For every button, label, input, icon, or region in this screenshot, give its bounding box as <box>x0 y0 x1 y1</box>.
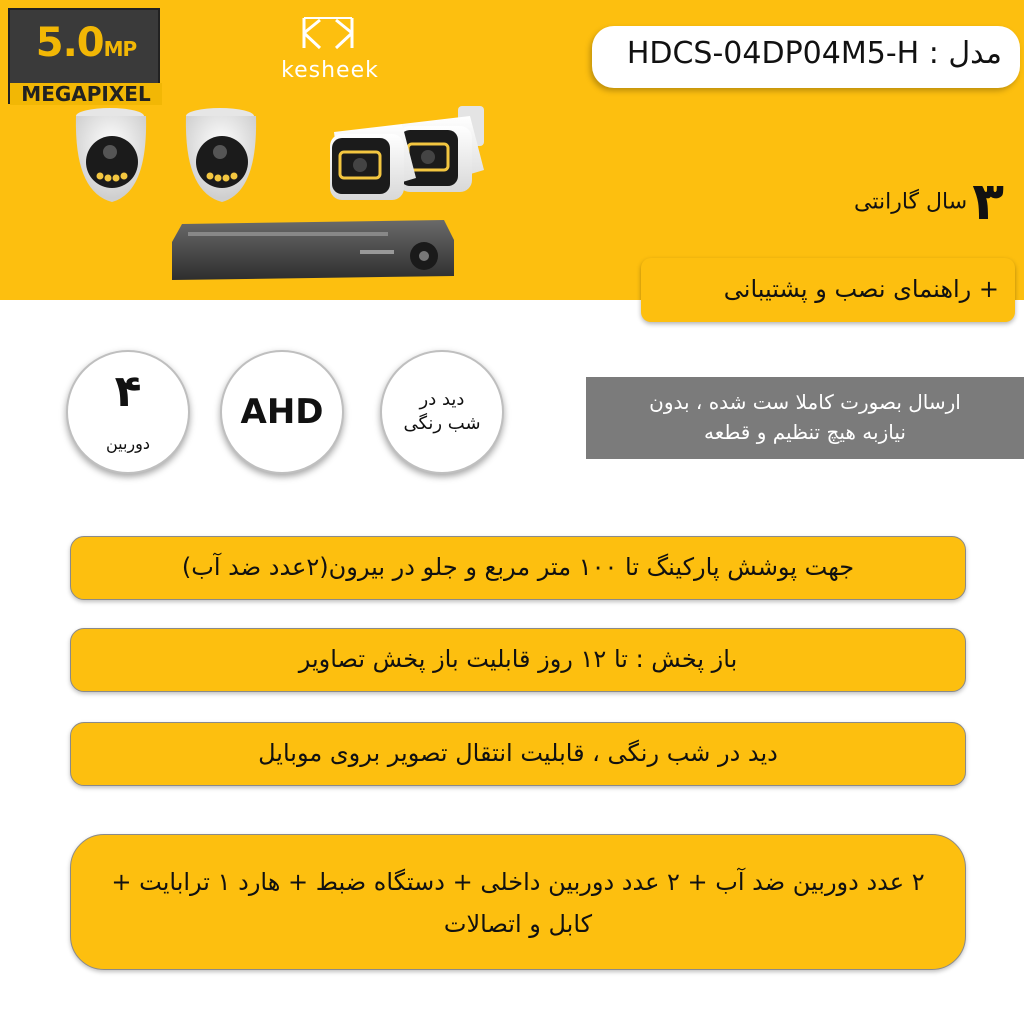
megapixel-text: MEGAPIXEL <box>10 83 162 105</box>
night-vision-circle <box>380 350 504 474</box>
delivery-line-1: ارسال بصورت کاملا ست شده ، بدون <box>649 390 961 414</box>
warranty-label: سال گارانتی <box>854 189 968 215</box>
kesheek-logo-icon <box>298 14 358 54</box>
model-box <box>592 26 1020 88</box>
support-box <box>641 258 1015 322</box>
pill-text: جهت پوشش پارکینگ تا ۱۰۰ متر مربع و جلو در بیرون(۲عدد ضد آب) <box>181 553 855 581</box>
megapixel-unit: MP <box>103 37 137 61</box>
night-line-1: دید در <box>419 389 465 410</box>
dvr-recorder-icon <box>172 220 454 280</box>
feature-pill-coverage <box>70 536 966 600</box>
dome-camera-icon <box>186 108 256 202</box>
pill-text: ۲ عدد دوربین ضد آب + ۲ عدد دوربین داخلی + دستگاه ضبط + هارد ۱ ترابایت + کابل و اتصالات <box>111 868 925 938</box>
delivery-line-2: نیازبه هیچ تنظیم و قطعه <box>704 420 906 444</box>
warranty <box>854 172 1004 232</box>
warranty-number: ۳ <box>972 172 1004 232</box>
pill-text: باز پخش : تا ۱۲ روز قابلیت باز پخش تصاویر <box>298 645 738 673</box>
feature-pill-night-vision <box>70 722 966 786</box>
night-line-2: شب رنگی <box>403 413 481 434</box>
feature-pill-package <box>70 834 966 970</box>
cameras-label: دوربین <box>105 434 151 453</box>
cameras-count: ۴ <box>114 366 142 417</box>
night-vision-label <box>382 388 502 436</box>
brand-name: kesheek <box>281 58 379 83</box>
ahd-circle <box>220 350 344 474</box>
dome-camera-icon <box>76 108 146 202</box>
cameras-count-circle <box>66 350 190 474</box>
bullet-camera-icon <box>330 124 416 200</box>
support-text: + راهنمای نصب و پشتیبانی <box>723 275 999 303</box>
tech-label: AHD <box>240 392 324 432</box>
hero-banner <box>0 0 1024 300</box>
product-image <box>60 100 490 295</box>
delivery-note <box>586 377 1024 459</box>
model-text: مدل : HDCS-04DP04M5-H <box>626 36 1002 71</box>
pill-text: دید در شب رنگی ، قابلیت انتقال تصویر بروی موبایل <box>258 739 778 767</box>
feature-pill-playback <box>70 628 966 692</box>
megapixel-value: 5.0MP <box>35 20 137 66</box>
megapixel-badge <box>8 8 160 104</box>
